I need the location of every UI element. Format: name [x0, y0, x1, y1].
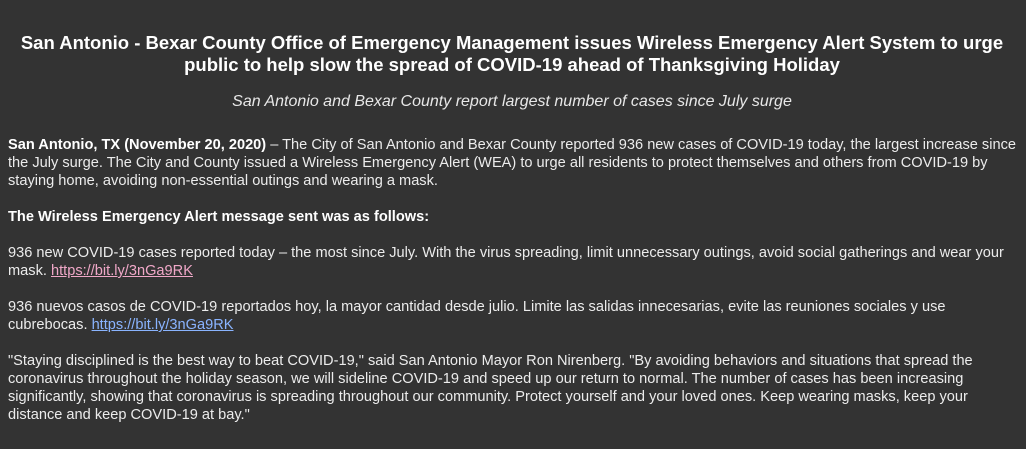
alert-english-link[interactable]: https://bit.ly/3nGa9RK [50, 263, 193, 279]
alert-spanish-paragraph [8, 280, 1016, 334]
alert-english-text: 936 new COVID-19 cases reported today – the most since July. With the virus spreading, limit unnecessary outings, avoid social gatherings and wear your mask. [8, 245, 1004, 279]
alert-english-paragraph [8, 226, 1016, 280]
intro-paragraph [8, 112, 1016, 190]
subheadline: San Antonio and Bexar County report largest number of cases since July surge [232, 93, 792, 110]
alert-spanish-link[interactable]: https://bit.ly/3nGa9RK [91, 317, 234, 333]
headline: San Antonio - Bexar County Office of Emergency Management issues Wireless Emergency Alert System to urge public to help slow the spread of COVID-19 ahead of Thanksgiving Holiday [20, 32, 1004, 75]
mayor-quote: "Staying disciplined is the best way to beat COVID-19," said San Antonio Mayor Ron Nirenberg. "By avoiding behaviors and situations that spread the coronavirus throughout the holiday season, we will sideline COVID-19 and speed up our return to normal. The number of cases has been increasing significantly, showing that coronavirus is spreading throughout our community. Protect yourself and your loved ones. Keep wearing masks, keep your distance and keep COVID-19 at bay." [8, 353, 973, 423]
alert-heading: The Wireless Emergency Alert message sent was as follows: [8, 209, 430, 225]
dateline: San Antonio, TX (November 20, 2020) [8, 137, 267, 153]
intro-text: – The City of San Antonio and Bexar County reported 936 new cases of COVID-19 today, the largest increase since the July surge. The City and County issued a Wireless Emergency Alert (WEA) to urge all residents to protect themselves and others from COVID-19 by staying home, avoiding non-essential outings and wearing a mask. [8, 137, 1016, 189]
alert-spanish-text: 936 nuevos casos de COVID-19 reportados hoy, la mayor cantidad desde julio. Limite las salidas innecesarias, evite las reuniones sociales y use cubrebocas. [8, 299, 946, 333]
